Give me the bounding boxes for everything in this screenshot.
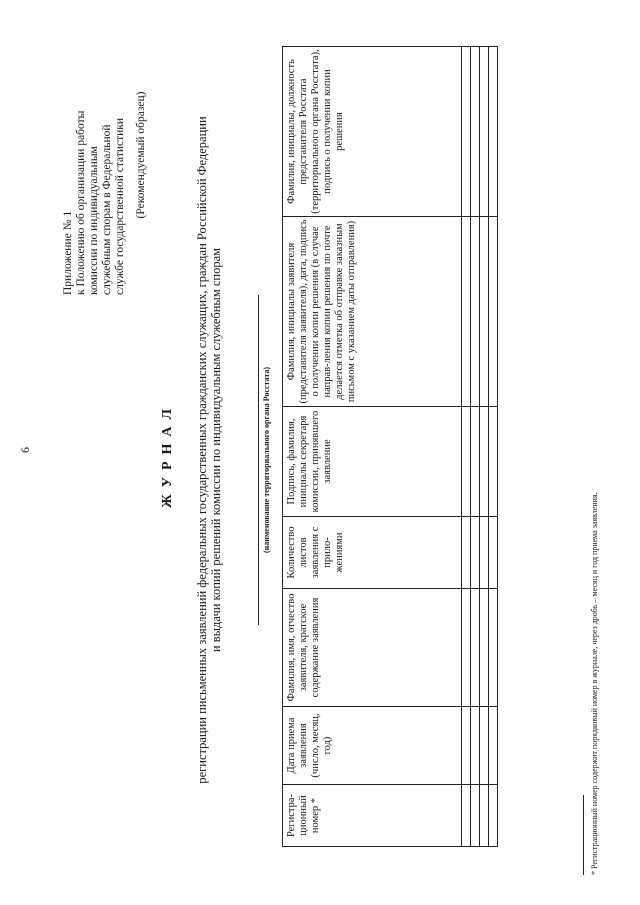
table-cell [480,589,489,707]
table-cell [462,407,471,517]
table-cell [489,47,498,217]
page-number: 6 [18,447,32,453]
column-header: Фамилия, инициалы, должность представителя Росстата (территориального органа Росстата), подпись о получении копии решения [283,47,462,217]
table-cell [471,517,480,589]
footnote: * Регистрационный номер содержит порядковый номер в журнале, через дробь – месяц и год приема заявления. [590,492,599,875]
org-name-line [236,295,259,625]
org-name-caption: (наименование территориального органа Росстата) [262,366,271,554]
table-row [462,47,471,847]
appendix-line: служебным спорам в Федеральной [101,124,113,295]
appendix-line: службе государственной статистики [114,117,126,295]
table-cell [489,517,498,589]
table-cell [462,589,471,707]
table-cell [471,407,480,517]
table-header-row [283,47,462,847]
table-cell [471,217,480,407]
column-header: Количество листов заявления с прило-жениями [283,517,462,589]
table-body [462,47,498,847]
table-cell [462,47,471,217]
table-cell [480,785,489,847]
table-cell [489,785,498,847]
table-cell [489,217,498,407]
table-cell [462,517,471,589]
table-cell [471,47,480,217]
table-cell [471,707,480,785]
table-cell [480,517,489,589]
journal-table [282,46,498,847]
table-cell [471,589,480,707]
table-cell [480,217,489,407]
subtitle-line-1: регистрации письменных заявлений федеральных государственных гражданских служащих, граждан Российской Федерации [195,116,209,784]
table-cell [489,707,498,785]
journal-subtitle [195,25,223,875]
table-cell [489,589,498,707]
table-cell [462,217,471,407]
appendix-line: комиссии по индивидуальным [88,146,100,295]
column-header: Регистра-ционный номер * [283,785,462,847]
table-cell [489,407,498,517]
column-header: Фамилия, инициалы заявителя (представителя заявителя), дата, подпись о получении копии решения (в случае направ-ления копии решения по почте делается отметка об отправке заказным письмом с указанием даты отправления) [283,217,462,407]
table-cell [480,47,489,217]
column-header: Дата приема заявления (число, месяц, год) [283,707,462,785]
table-cell [462,707,471,785]
appendix-line: к Положению об организации работы [75,110,87,295]
appendix-line: Приложение № 1 [62,210,74,295]
table-row [471,47,480,847]
table-row [480,47,489,847]
table-cell [471,785,480,847]
table-cell [462,785,471,847]
footnote-rule [583,795,584,875]
table-cell [480,707,489,785]
column-header: Фамилия, имя, отчество заявителя, кратское содержание заявления [283,589,462,707]
journal-title: ЖУРНАЛ [160,402,175,508]
table-cell [480,407,489,517]
subtitle-line-2: и выдачи копий решений комиссии по индивидуальным служебным спорам [209,247,223,653]
sample-label: (Рекомендуемый образец) [135,91,147,219]
table-row [489,47,498,847]
appendix-block [62,15,148,295]
column-header: Подпись, фамилия, инициалы секретаря комиссии, принявшего заявление [283,407,462,517]
